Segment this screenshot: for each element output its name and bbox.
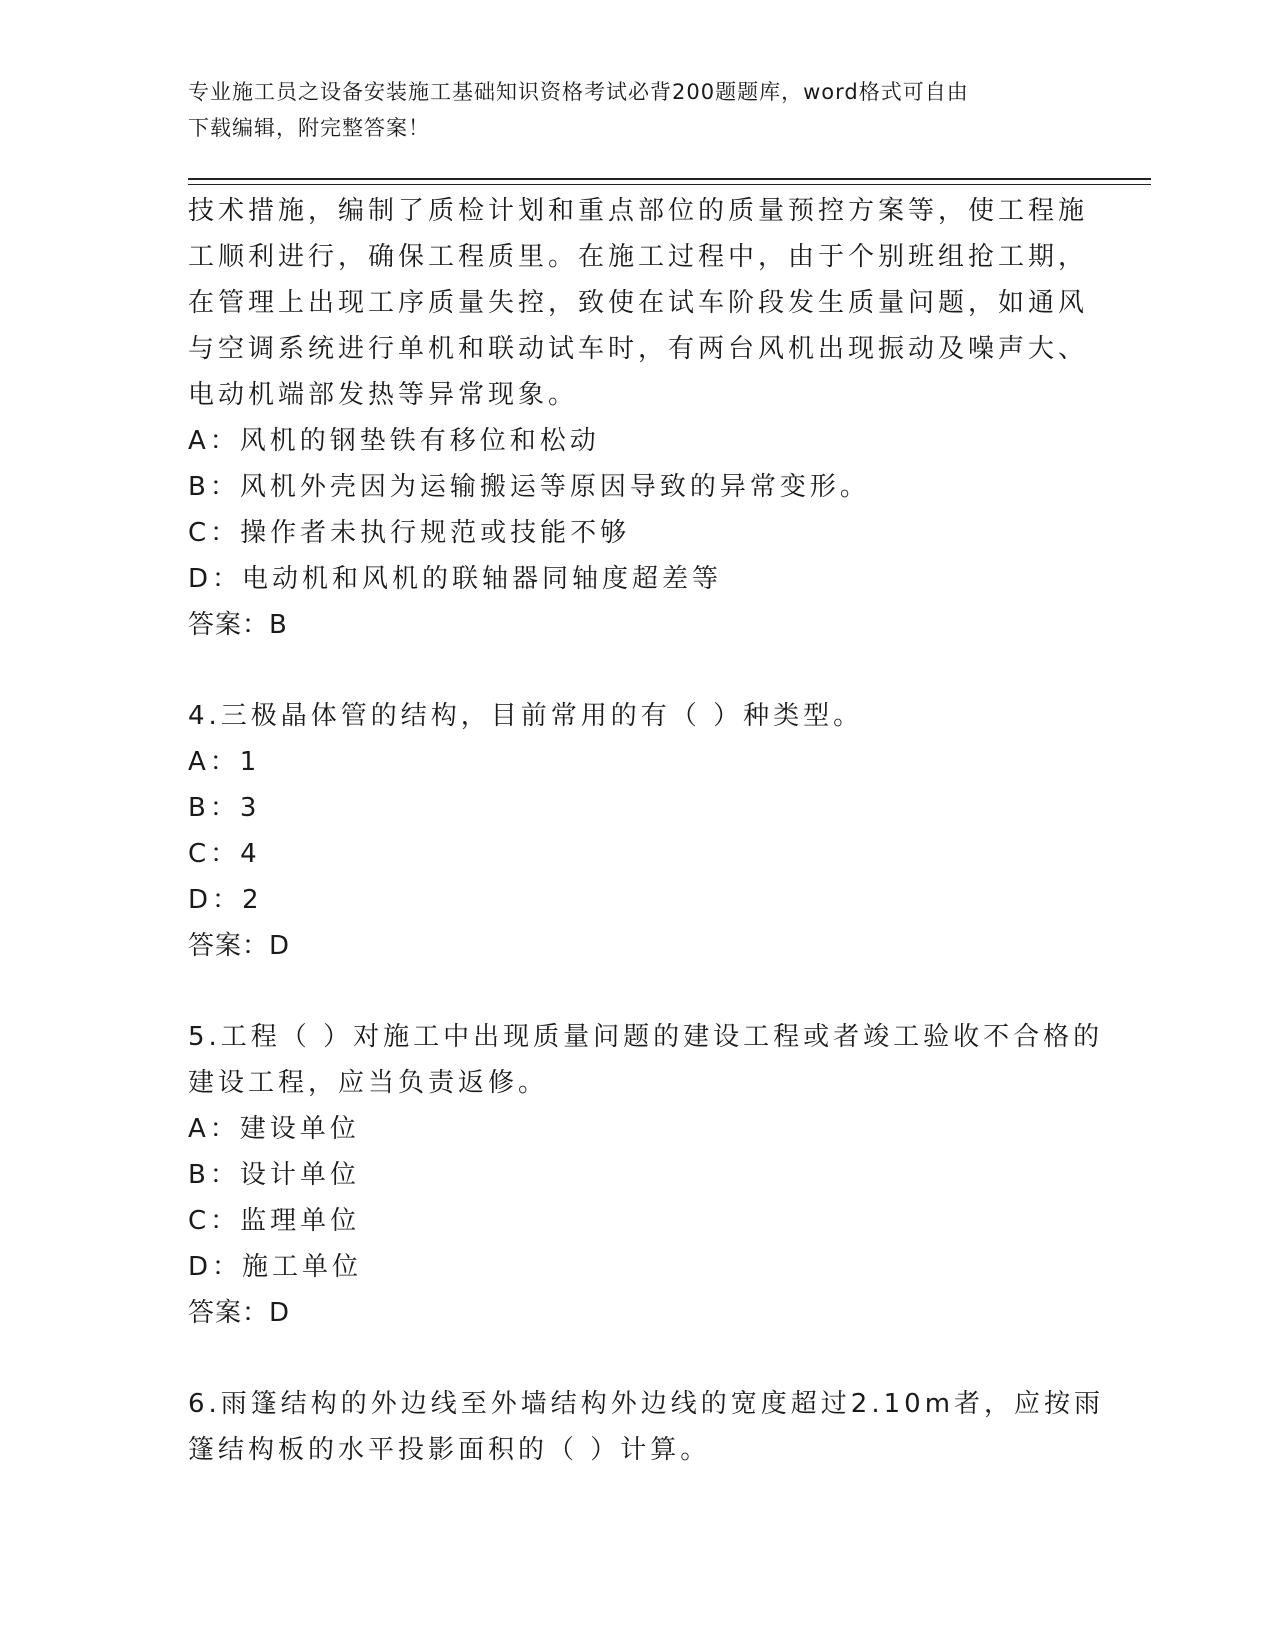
header-rule-thick — [188, 178, 1151, 180]
option-d: D：2 — [188, 885, 263, 915]
answer-line: 答案：B — [188, 610, 288, 640]
question-stem-line: 6.雨篷结构的外边线至外墙结构外边线的宽度超过2.10m者，应按雨 — [188, 1389, 1105, 1419]
question-stem-line: 工顺利进行，确保工程质里。在施工过程中，由于个别班组抢工期， — [188, 242, 1089, 272]
question-4 — [188, 693, 1088, 969]
question-spacer — [188, 969, 1088, 1014]
question-stem-line: 技术措施，编制了质检计划和重点部位的质量预控方案等，使工程施 — [188, 196, 1089, 226]
question-3 — [188, 188, 1088, 648]
question-stem-line: 与空调系统进行单机和联动试车时，有两台风机出现振动及噪声大、 — [188, 334, 1089, 364]
option-c: C：监理单位 — [188, 1206, 361, 1236]
option-a: A：1 — [188, 747, 261, 777]
option-b: B：风机外壳因为运输搬运等原因导致的异常变形。 — [188, 472, 870, 502]
question-stem-line: 建设工程，应当负责返修。 — [188, 1068, 549, 1098]
option-a: A：风机的钢垫铁有移位和松动 — [188, 426, 600, 456]
question-6 — [188, 1381, 1105, 1473]
header-rule-thin — [188, 184, 1151, 185]
option-c: C：操作者未执行规范或技能不够 — [188, 518, 631, 548]
question-stem-line: 篷结构板的水平投影面积的（ ）计算。 — [188, 1435, 711, 1465]
answer-line: 答案：D — [188, 1298, 291, 1328]
question-stem-line: 4.三极晶体管的结构，目前常用的有（ ）种类型。 — [188, 701, 864, 731]
option-d: D：施工单位 — [188, 1252, 363, 1282]
answer-line: 答案：D — [188, 931, 291, 961]
question-stem-line: 在管理上出现工序质量失控，致使在试车阶段发生质量问题，如通风 — [188, 288, 1089, 318]
option-a: A：建设单位 — [188, 1114, 360, 1144]
option-c: C：4 — [188, 839, 261, 869]
document-body — [188, 188, 1105, 1473]
document-header — [188, 74, 1068, 146]
header-title-line-1: 专业施工员之设备安装施工基础知识资格考试必背200题题库，word格式可自由 — [188, 80, 969, 104]
header-title-line-2: 下载编辑，附完整答案！ — [188, 116, 430, 140]
question-stem-line: 5.工程（ ）对施工中出现质量问题的建设工程或者竣工验收不合格的 — [188, 1022, 1104, 1052]
option-d: D：电动机和风机的联轴器同轴度超差等 — [188, 564, 723, 594]
option-b: B：3 — [188, 793, 261, 823]
question-5 — [188, 1014, 1104, 1336]
question-spacer — [188, 648, 1088, 693]
question-spacer — [188, 1336, 1088, 1381]
option-b: B：设计单位 — [188, 1160, 360, 1190]
question-stem-line: 电动机端部发热等异常现象。 — [188, 380, 579, 410]
